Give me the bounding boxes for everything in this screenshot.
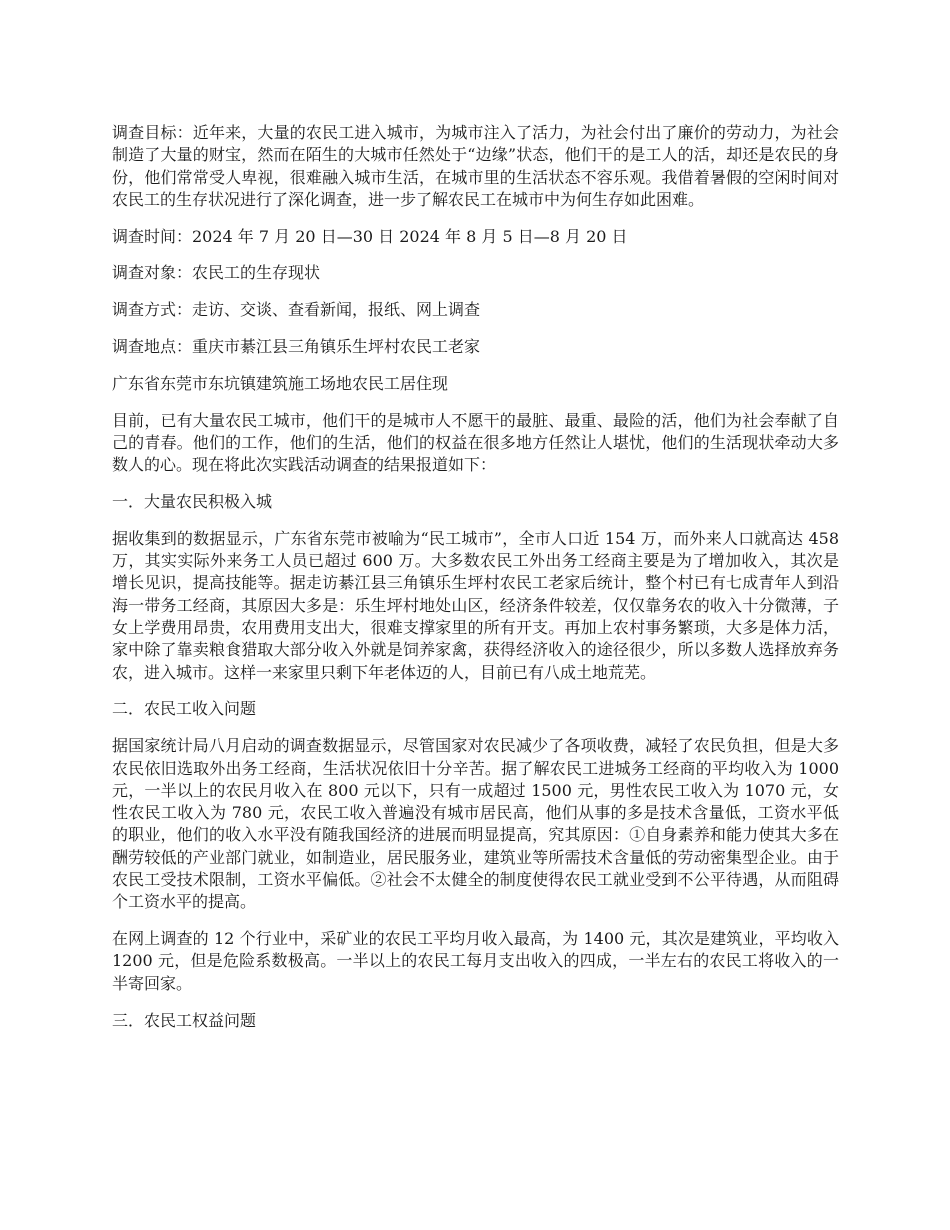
survey-location-line-2: 广东省东莞市东坑镇建筑施工场地农民工居住现 — [112, 373, 449, 393]
section-2-paragraph-2: 在网上调查的 12 个行业中，采矿业的农民工平均月收入最高，为 1400 元，其次是建筑业，平均收入 1200 元，但是危险系数极高。一半以上的农民工每月支出收入的四成，一半左右的农民工将收入的一半寄回家。 — [112, 929, 839, 993]
section-1-paragraph: 据收集到的数据显示，广东省东莞市被喻为“民工城市”，全市人口近 154 万，而外来人口就高达 458 万，其实实际外来务工人员已超过 600 万。大多数农民工外出务工经商主要是为了增加收入，其次是增长见识，提高技能等。据走访綦江县三角镇乐生坪村农民工老家后统计，整个村已有七成青年人到沿海一带务工经商，其原因大多是：乐生坪村地处山区，经济条件较差，仅仅靠务农的收入十分微薄，子女上学费用昂贵，农用费用支出大，很难支撑家里的所有开支。再加上农村事务繁琐，大多是体力活，家中除了靠卖粮食猎取大部分收入外就是饲养家禽，获得经济收入的途径很少，所以多数人选择放弃务农，进入城市。这样一来家里只剩下年老体迈的人，目前已有八成土地荒芜。 — [112, 528, 839, 682]
survey-subject-line: 调查对象：农民工的生存现状 — [112, 263, 321, 283]
survey-goal-paragraph: 调查目标：近年来，大量的农民工进入城市，为城市注入了活力，为社会付出了廉价的劳动力，为社会制造了大量的财宝，然而在陌生的大城市任然处于“边缘”状态，他们干的是工人的活，却还是农民的身份，他们常常受人卑视，很难融入城市生活，在城市里的生活状态不容乐观。我借着暑假的空闲时间对农民工的生存状况进行了深化调查，进一步了解农民工在城市中为何生存如此困难。 — [112, 123, 839, 209]
intro-paragraph: 目前，已有大量农民工城市，他们干的是城市人不愿干的最脏、最重、最险的活，他们为社会奉献了自己的青春。他们的工作，他们的生活，他们的权益在很多地方任然让人堪忧，他们的生活现状牵动大多数人的心。现在将此次实践活动调查的结果报道如下： — [112, 410, 839, 475]
survey-location-line: 调查地点：重庆市綦江县三角镇乐生坪村农民工老家 — [112, 337, 481, 357]
survey-time-line: 调查时间：2024 年 7 月 20 日—30 日 2024 年 8 月 5 日—8 月 20 日 — [112, 226, 628, 246]
section-2-paragraph: 据国家统计局八月启动的调查数据显示，尽管国家对农民减少了各项收费，减轻了农民负担，但是大多农民依旧选取外出务工经商，生活状况依旧十分辛苦。据了解农民工进城务工经商的平均收入为 1000 元，一半以上的农民月收入在 800 元以下，只有一成超过 1500 元，男性农民工收入为 1070 元，女性农民工收入为 780 元，农民工收入普遍没有城市居民高，他们从事的多是技术含量低，工资水平低的职业，他们的收入水平没有随我国经济的进展而明显提高，究其原因：①自身素养和能力使其大多在酬劳较低的产业部门就业，如制造业，居民服务业，建筑业等所需技术含量低的劳动密集型企业。由于农民工受技术限制，工资水平偏低。②社会不太健全的制度使得农民工就业受到不公平待遇，从而阻碍个工资水平的提高。 — [112, 736, 839, 912]
section-heading-2: 二．农民工收入问题 — [112, 699, 257, 719]
document-page — [112, 122, 839, 1046]
section-heading-1: 一．大量农民积极入城 — [112, 492, 273, 512]
section-heading-3: 三．农民工权益问题 — [112, 1010, 257, 1030]
survey-method-line: 调查方式：走访、交谈、查看新闻，报纸、网上调查 — [112, 300, 481, 320]
